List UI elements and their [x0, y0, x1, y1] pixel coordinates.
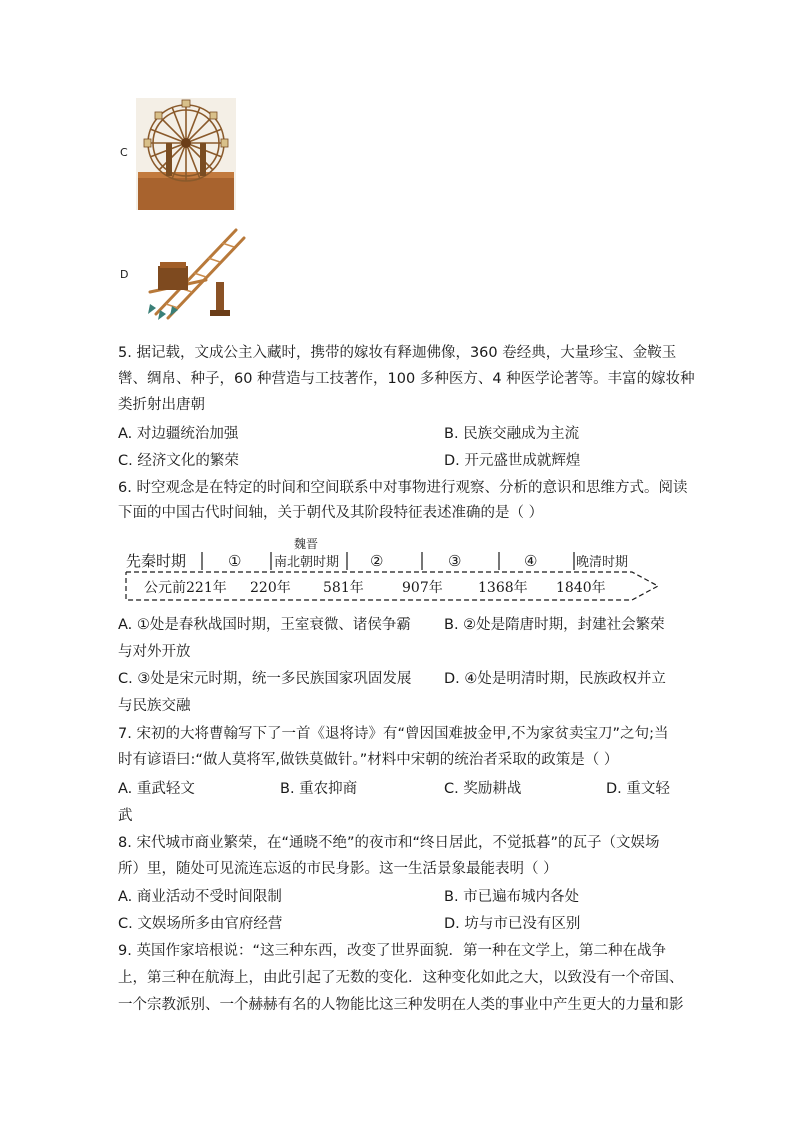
q8-option-b[interactable]: B. 市已遍布城内各处	[444, 889, 580, 905]
timeline-period-2: ②	[370, 552, 384, 570]
q6-option-c[interactable]: C. ③处是宋元时期，统一多民族国家巩固发展	[118, 671, 412, 687]
q5-option-a[interactable]: A. 对边疆统治加强	[118, 426, 239, 442]
q6-option-b[interactable]: B. ②处是隋唐时期，封建社会繁荣	[444, 617, 665, 633]
q7-option-d[interactable]: D. 重文轻	[606, 781, 670, 797]
dynasty-timeline	[118, 530, 670, 604]
water-wheel-image	[136, 98, 236, 210]
q6-stem-line-2: 下面的中国古代时间轴，关于朝代及其阶段特征表述准确的是（ ）	[118, 505, 544, 521]
q9-stem-line-1: 9. 英国作家培根说：“这三种东西，改变了世界面貌．第一种在文学上，第二种在战争	[118, 943, 666, 959]
timeline-period-late-qing: 晚清时期	[576, 555, 629, 570]
q5-option-b[interactable]: B. 民族交融成为主流	[444, 426, 580, 442]
q9-stem-line-2: 上，第三种在航海上，由此引起了无数的变化．这种变化如此之大，以致没有一个帝国、	[118, 970, 684, 986]
timeline-period-nanbei: 南北朝时期	[274, 555, 340, 570]
q5-stem-line-3: 类折射出唐朝	[118, 397, 205, 413]
timeline-year-1368: 1368年	[478, 580, 528, 596]
q8-option-c[interactable]: C. 文娱场所多由官府经营	[118, 916, 283, 932]
option-c-label: C	[120, 146, 128, 159]
q7-stem-line-1: 7. 宋初的大将曹翰写下了一首《退将诗》有“曾因国难披金甲,不为家贫卖宝刀”之句;当	[118, 726, 669, 742]
timeline-period-3: ③	[448, 552, 462, 570]
q5-stem-line-2: 辔、绸帛、种子，60 种营造与工技著作，100 多种医方、4 种医学论著等。丰富的嫁妆种	[118, 371, 695, 387]
q5-option-d[interactable]: D. 开元盛世成就辉煌	[444, 453, 581, 469]
q8-stem-line-2: 所）里，随处可见流连忘返的市民身影。这一生活景象最能表明（ ）	[118, 861, 558, 877]
q6-stem-line-1: 6. 时空观念是在特定的时间和空间联系中对事物进行观察、分析的意识和思维方式。阅读	[118, 480, 688, 496]
timeline-period-pre-qin: 先秦时期	[126, 552, 187, 570]
timeline-period-4: ④	[524, 552, 538, 570]
q8-option-a[interactable]: A. 商业活动不受时间限制	[118, 889, 282, 905]
q6-option-d[interactable]: D. ④处是明清时期，民族政权并立	[444, 671, 666, 687]
timeline-year-907: 907年	[402, 580, 443, 596]
q7-option-d-continued: 武	[118, 808, 133, 824]
water-lift-image	[136, 222, 248, 322]
q6-option-d-continued: 与民族交融	[118, 698, 191, 714]
q7-option-b[interactable]: B. 重农抑商	[280, 781, 358, 797]
q7-option-a[interactable]: A. 重武轻文	[118, 781, 195, 797]
q5-stem-line-1: 5. 据记载，文成公主入藏时，携带的嫁妆有释迦佛像，360 卷经典，大量珍宝、金鞍玉	[118, 345, 677, 361]
timeline-year-221bc: 公元前221年	[144, 580, 227, 596]
q7-option-c[interactable]: C. 奖励耕战	[444, 781, 522, 797]
q6-option-a[interactable]: A. ①处是春秋战国时期，王室衰微、诸侯争霸	[118, 617, 411, 633]
q9-stem-line-3: 一个宗教派别、一个赫赫有名的人物能比这三种发明在人类的事业中产生更大的力量和影	[118, 997, 684, 1013]
timeline-year-220: 220年	[250, 580, 291, 596]
q6-option-b-continued: 与对外开放	[118, 644, 191, 660]
q5-option-c[interactable]: C. 经济文化的繁荣	[118, 453, 239, 469]
timeline-period-1: ①	[228, 552, 242, 570]
timeline-year-581: 581年	[323, 580, 364, 596]
q7-stem-line-2: 时有谚语曰:“做人莫将军,做铁莫做针。”材料中宋朝的统治者采取的政策是（ ）	[118, 752, 619, 768]
q8-option-d[interactable]: D. 坊与市已没有区别	[444, 916, 581, 932]
q8-stem-line-1: 8. 宋代城市商业繁荣，在“通晓不绝”的夜市和“终日居此，不觉抵暮”的瓦子（文娱场	[118, 835, 660, 851]
option-d-label: D	[120, 268, 129, 281]
timeline-period-wei-jin: 魏晋	[294, 537, 319, 551]
timeline-year-1840: 1840年	[556, 580, 606, 596]
